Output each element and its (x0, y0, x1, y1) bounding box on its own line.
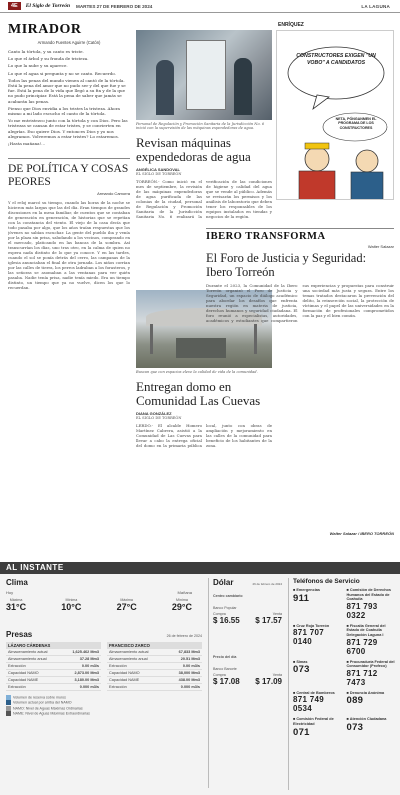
phone-entry (293, 588, 343, 620)
legend-swatch (6, 706, 11, 711)
dam-row-value: 0.000 m3/s (180, 685, 200, 689)
dam-row-value: 67,833 Mm3 (178, 650, 200, 654)
dam-row-label: Capacidad NAMO (109, 671, 140, 675)
dollar-title: Dólar (213, 578, 234, 587)
phone-entry (293, 660, 343, 687)
politica-author: Armando Camorra (97, 191, 130, 196)
dam-row (107, 656, 202, 663)
legend-text: NAME: Nivel de Aguas Máximas Extraordinarias (13, 711, 90, 716)
legend-text: Volumen de reserva sobre muros (13, 695, 66, 700)
weather-box (6, 578, 202, 624)
phone-number: 071 (293, 726, 310, 738)
page-number: 4E (8, 2, 21, 10)
phone-service-name: ■ Atención Ciudadana (346, 717, 387, 722)
section-name: LA LAGUNA (361, 3, 390, 9)
ibero-title: El Foro de Justicia y Seguridad: Ibero Torreón (206, 251, 367, 279)
phone-number: 089 (346, 695, 364, 707)
politica-title: DE POLÍTICA Y COSAS PEORES (8, 163, 129, 188)
label-min: Mínima (65, 598, 78, 602)
mirador-poem (8, 49, 130, 146)
ibero-author: Walter Salazar (367, 244, 394, 249)
politica-body: Y el reloj marcó su tiempo, cuando las horas de la noche se hicieron más largas que las del día. Eran tiempos de grandes discusiones en la mesa familiar, de cuentos que se contaban de generación en generación, de historias que se repetían con la constancia del viento. El viejo de la casa decía que todo pasaba por algo, que los años traían respuestas que los jóvenes no sabían escuchar. La gente del pueblo iba y venía por la plaza sin prisa, saludando a los vecinos, comprando en el mercado, platicando en las bancas de la sombra. Así transcurrían los días, uno tras otro, en la calma de quien no espera nada distinto de lo que ya conoce. Y en las tardes, cuando el sol se ponía detrás del cerro, las campanas de la iglesia anunciaban el final de otra jornada. Los niños corrían por las calles de tierra, los perros ladraban a los forasteros, y las señoras se asomaban a las ventanas para ver quién pasaba. Nadie tenía prisa, nadie tenía miedo. Era un tiempo distinto, un tiempo que ya no vuelve, dicen los que lo recuerdan. (8, 200, 130, 290)
cartoon-kicker (278, 22, 396, 28)
al-instante-bar: AL INSTANTE (0, 562, 400, 574)
phone-number: 911 (293, 592, 310, 604)
tomorrow-max: 27°C (116, 602, 137, 612)
agua-author: ANGÉLICA SANDOVAL (136, 166, 180, 172)
agua-title: Revisan máquinas expendedoras de agua (136, 134, 251, 164)
phone-number: 871 707 0140 (293, 628, 325, 647)
legend-text: NAMO: Nivel de Aguas Máximas Ordinarias (13, 706, 83, 711)
poem-line: Pienso que Dios envidia a los tristes la tristeza. Ahora mismo a mi lado escucho el canto de la tórtola. (8, 105, 120, 117)
dam-row-value: 37.28 Mm3 (79, 657, 99, 661)
bank2-name: Banco Banorte (213, 667, 237, 671)
legend-swatch (6, 711, 11, 716)
buy-label: Compra (213, 612, 226, 616)
legend-text: Volumen actual por arriba del NAMO (13, 700, 72, 705)
dam-row-value: 0.00 m3/s (81, 664, 99, 668)
dam-row-label: Extracción (109, 664, 127, 668)
phones-title: Teléfonos de Servicio (293, 578, 360, 585)
dollar-note1: Centro cambiario (213, 594, 243, 598)
phone-number: 073 (293, 664, 310, 676)
cartoonist-name: ENRÍQUEZ (278, 22, 304, 28)
ibero-article (206, 228, 394, 536)
phone-entry (347, 588, 397, 620)
tomorrow-min: 29°C (171, 602, 192, 612)
poem-line: ¡Hasta mañana!... (8, 141, 46, 147)
phone-number: 871 712 7473 (346, 668, 378, 687)
phone-entry (347, 717, 397, 737)
agua-caption: Personal de Regulación y Promoción Sanitaria de la Jurisdicción No. 6 inició con la supervisión de las máquinas expendedoras de agua. (136, 122, 265, 131)
phone-number: 871 729 6700 (346, 637, 378, 656)
weather-col-today: Hoy (6, 590, 14, 595)
phone-entry (293, 624, 343, 656)
dam-row (6, 684, 101, 691)
phone-entry (293, 691, 343, 714)
dam-row-value: 438.00 Mm3 (178, 678, 200, 682)
dam-row (6, 649, 101, 656)
dam-row (6, 656, 101, 663)
phone-service-name: ■ Cruz Roja Torreón (293, 623, 330, 628)
comunidad-place: EL SIGLO DE TORREÓN (136, 416, 182, 421)
phone-number: 871 749 0534 (293, 695, 325, 714)
phone-service-name: ■ Emergencias (293, 588, 320, 592)
phones-box (288, 578, 396, 790)
dam-row-value: 2,873.00 Mm3 (74, 671, 99, 675)
poem-line: Canto la tórtola, y su canto es triste. (8, 49, 84, 54)
dam-row (107, 684, 202, 691)
phone-entry (293, 717, 343, 737)
dam-row-value: 1,625.462 Mm3 (72, 650, 99, 654)
agua-photo (136, 30, 272, 120)
ibero-footer-author: Walter Salazar / IBERO TORREÓN (329, 531, 394, 536)
dam2-table (107, 649, 202, 691)
ibero-body: Durante el 2023, la Comunidad de la Ibero Torreón organizó el Foro de Justicia y Seguridad, un espacio de diálogo académico para abordar los desafíos que enfrenta nuestra región en materia de justicia, derechos humanos y seguridad ciudadana. El foro reunió a especialistas, autoridades, académicos y estudiantes que compartieron sus experiencias y propuestas para construir una sociedad más justa y segura. Entre los temas tratados destacaron la prevención del delito, la reinserción social, la protección de víctimas y el papel de las universidades en la formación de profesionales comprometidos con la paz y el bien común. (206, 283, 394, 323)
dam-row-label: Extracción (109, 685, 127, 689)
phone-number: 871 793 0322 (346, 601, 378, 620)
cartoon-bubble-text: CONSTRUCTORES EXIGEN "UN VOBO" A CANDIDATOS (296, 53, 376, 66)
dams-date: 26 de febrero de 2024 (166, 634, 202, 638)
dam1-name: LÁZARO CÁRDENAS (6, 642, 101, 649)
dam1-table (6, 649, 101, 691)
ibero-kicker: IBERO TRANSFORMA (206, 231, 326, 242)
phone-entry (347, 660, 397, 687)
divider (8, 158, 130, 159)
phones-list (293, 588, 396, 738)
bank1-name: Banco Popular (213, 606, 237, 610)
weather-title: Clima (6, 578, 28, 587)
poem-line: Lo que el árbol y su fronda de tristeza. (8, 56, 89, 62)
today-min: 10°C (61, 602, 82, 612)
sell-label: Venta (272, 673, 282, 677)
divider (206, 228, 394, 229)
label-max: Máxima (9, 598, 23, 602)
today-max: 31°C (6, 602, 27, 612)
phone-number: 073 (346, 721, 364, 733)
poem-line: Todos las penas del mundo vienen al cantó de la tórtola. Está la pena del amor que no pudo ser y del que fue y se fue. Está la pena de lo vida que llegó a su fin y de la que no pudo principiar. Está la pena de saber que jamás se acabarán las penas. (8, 77, 126, 104)
editorial-cartoon (276, 30, 394, 200)
phone-service-name: ■ Denuncia Anónima (346, 690, 385, 695)
label-min: Mínima (176, 598, 188, 602)
comunidad-author: DIANA GONZÁLEZ (136, 411, 172, 417)
dam-row-value: 0.00 m3/s (182, 664, 200, 668)
poem-line: Lo que la nube y su aparece. (8, 63, 68, 69)
sell-label: Venta (272, 612, 282, 616)
legend-swatch (6, 700, 11, 705)
buy-label: Compra (213, 673, 226, 677)
dam-row-value: 38,000 Mm3 (178, 671, 200, 675)
dam-row (107, 649, 202, 656)
phone-service-name: ■ Comisión de Derechos Humanos del Estado de Coahuila (346, 588, 391, 602)
poem-line: Yo me entristezco junto con la tórtola y con Dios. Pero las tristezas se cansan de estar tristes, y se convierten en alegrías. Eso quiere Dios. Y entonces Dios y yo nos alegramos. Volveremos a estar tristes? Lo estaremos. (8, 118, 128, 139)
dam-row (107, 670, 202, 677)
dam-row (6, 663, 101, 670)
mirador-author: Armando Fuentes Aguirre (Catón) (37, 40, 101, 45)
dollar-box (208, 578, 282, 788)
weather-col-tomorrow: Mañana (177, 590, 192, 595)
dollar-note2: Precio del día (213, 655, 237, 659)
agua-place: EL SIGLO DE TORREÓN (136, 171, 182, 176)
phone-service-name: ■ Fiscalía General del Estado de Coahuila Delegación Laguna I (346, 623, 386, 637)
dam-row-label: Almacenamiento actual (109, 650, 149, 654)
dam-row (6, 677, 101, 684)
dam-row-label: Almacenamiento anual (109, 657, 148, 661)
bank2-buy: $ 17.08 (213, 677, 240, 686)
dam2-name: FRANCISCO ZARCO (107, 642, 202, 649)
bank1-sell: $ 17.57 (255, 616, 282, 625)
legend-swatch (6, 695, 11, 700)
dams-title: Presas (6, 630, 33, 639)
phone-service-name: ■ Central de Bomberos (293, 690, 335, 695)
paper-logo: El Siglo de Torreón (25, 3, 70, 9)
comunidad-title: Entregan domo en Comunidad Las Cuevas (136, 379, 261, 409)
cartoon-bubble2-text: NETA, PÓNGANMEN EL PROGRAMA DE LOS CONSTRUCTORES (335, 117, 377, 130)
dams-box (6, 630, 202, 790)
phone-service-name: ■ Simas (293, 659, 308, 664)
phone-service-name: ■ Procuraduría Federal del Consumidor (Profeco) (346, 659, 395, 669)
phone-service-name: ■ Comisión Federal de Electricidad (293, 717, 334, 726)
bank2-sell: $ 17.09 (255, 677, 282, 686)
dam-row-value: 20.51 Mm3 (180, 657, 200, 661)
agua-body: TORREÓN.- Como inició en el mes de septiembre, la revisión de las máquinas expendedoras de agua purificada de las colonias de la ciudad, personal de Regulación y Promoción Sanitaria de la Jurisdicción Sanitaria No. 6 realizará la verificación de las condiciones de higiene y calidad del agua que se vende al público. Además se revisarán los permisos y los análisis de laboratorio que deben tener los responsables de los equipos instalados en tiendas y negocios de la región. (136, 178, 272, 219)
dam-row-value: 0.000 m3/s (79, 685, 99, 689)
dollar-date: 26 de febrero de 2024 (252, 582, 282, 586)
dam-row-label: Capacidad NAME (8, 678, 39, 682)
dam-row-label: Extracción (8, 664, 26, 668)
label-max: Máxima (120, 598, 133, 602)
al-instante-panel (0, 562, 400, 795)
issue-date: MARTES 27 DE FEBRERO DE 2024 (76, 3, 153, 9)
dam-row-label: Capacidad NAMO (8, 671, 39, 675)
phone-entry (347, 624, 397, 656)
bank1-buy: $ 16.55 (213, 616, 240, 625)
page-header (0, 0, 400, 13)
dam-row-label: Almacenamiento anual (8, 657, 47, 661)
dams-legend (6, 695, 202, 717)
dam-row (107, 663, 202, 670)
dam-row-label: Extracción (8, 685, 26, 689)
phone-entry (347, 691, 397, 714)
dam-row (107, 677, 202, 684)
dam-row-label: Capacidad NAME (109, 678, 140, 682)
dam-row (6, 670, 101, 677)
mirador-kicker: MIRADOR (8, 22, 82, 37)
politica-column (8, 158, 130, 545)
poem-line: Lo que el agua si pregunta y no se canto. Recuerdo. (8, 70, 116, 76)
legend-item (6, 711, 202, 716)
dam-row-label: Almacenamiento actual (8, 650, 48, 654)
comunidad-body: LERDO.- El alcalde Homero Martínez Cabrera, asistió a la Comunidad de Las Cuevas para llevar a cabo la entrega oficial del domo en la primaria pública local, junto con obras de ampliación y mejoramiento en las calles de la comunidad para beneficio de los habitantes de la zona. (136, 423, 272, 449)
mirador-column (8, 22, 130, 148)
comunidad-caption: Buscan que con espacios eleve la calidad de vida de la comunidad. (136, 370, 258, 374)
dam-row-value: 3,180.00 Mm3 (74, 678, 99, 682)
